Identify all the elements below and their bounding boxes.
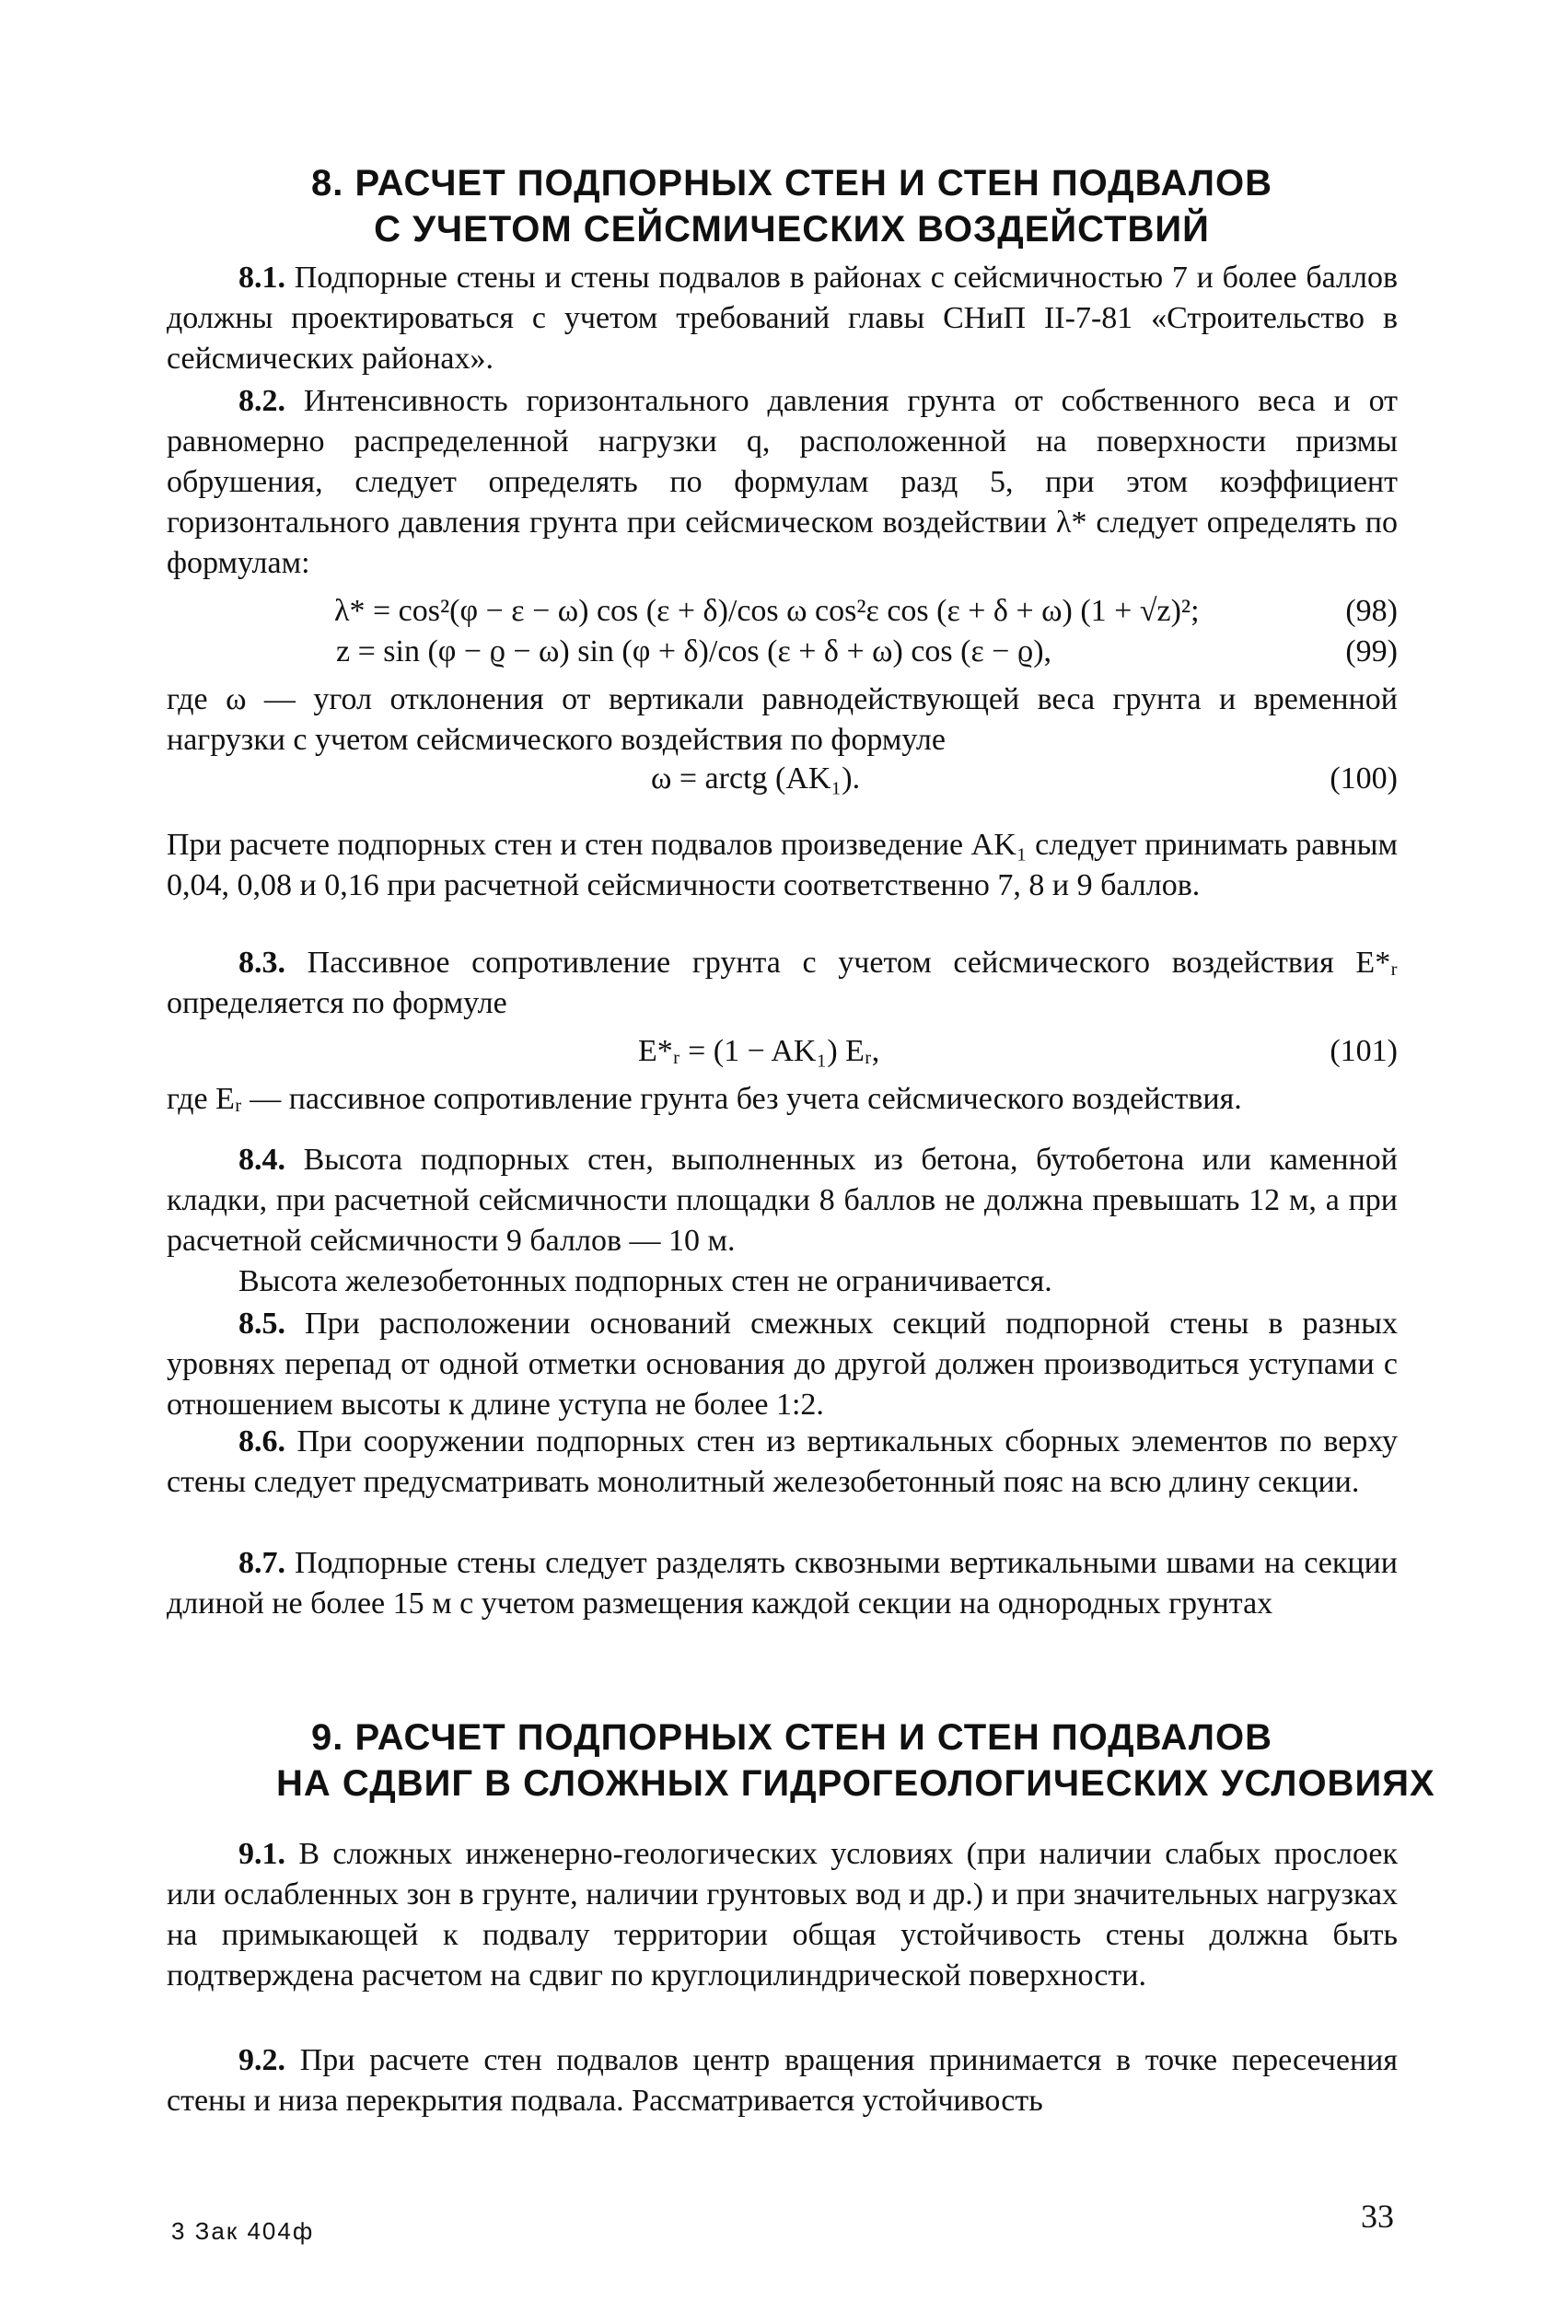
paragraph-text: Подпорные стены и стены подвалов в районах с сейсмичностью 7 и более баллов должны проектироваться с учетом требований главы СНиП II-7-81 «Строительство в сейсмических районах». [167, 261, 1398, 376]
formula-expression: E*ᵣ = (1 − AK₁) Eᵣ, [638, 1034, 880, 1068]
page-number: 33 [1361, 2198, 1394, 2235]
clause-number: 8.6. [238, 1424, 285, 1458]
equation-number: (98) [1345, 594, 1398, 628]
er-definition: где Eᵣ — пассивное сопротивление грунта без учета сейсмического воздействия. [167, 1082, 1242, 1116]
clause-number: 8.7. [238, 1546, 285, 1580]
paragraph-9-2 [167, 2040, 1398, 2121]
paragraph-8-6 [167, 1422, 1398, 1503]
formula-expression: z = sin (φ − ϱ − ω) sin (φ + δ)/cos (ε + δ + ω) cos (ε − ϱ), [336, 634, 1052, 668]
equation-number: (99) [1345, 634, 1398, 668]
ak-values-paragraph: При расчете подпорных стен и стен подвалов произведение AK₁ следует принимать равным 0,04, 0,08 и 0,16 при расчетной сейсмичности соответственно 7, 8 и 9 баллов. [167, 828, 1398, 902]
paragraph-text: При расположении оснований смежных секций подпорной стены в разных уровнях перепад от одной отметки основания до другой должен производиться уступами с отношением высоты к длине уступа не более 1:2. [167, 1307, 1399, 1422]
paragraph-8-4 [167, 1140, 1398, 1261]
section-9-heading-line-2: НА СДВИГ В СЛОЖНЫХ ГИДРОГЕОЛОГИЧЕСКИХ УСЛОВИЯХ [276, 1763, 1435, 1804]
clause-number: 8.5. [238, 1307, 285, 1341]
section-9-heading-line-1: 9. РАСЧЕТ ПОДПОРНЫХ СТЕН И СТЕН ПОДВАЛОВ [310, 1717, 1272, 1758]
paragraph-text: В сложных инженерно-геологических условиях (при наличии слабых прослоек или ослабленных зон в грунте, наличии грунтовых вод и др.) и при значительных нагрузках на примыкающей к подвалу территории общая устойчивость стены должна быть подтверждена расчетом на сдвиг по круглоцилиндрической поверхности. [167, 1837, 1398, 1993]
paragraph-text: При сооружении подпорных стен из вертикальных сборных элементов по верху стены следует предусматривать монолитный железобетонный пояс на всю длину секции. [167, 1424, 1398, 1499]
print-order-note: 3 Зак 404ф [171, 2217, 315, 2245]
formula-expression: ω = arctg (AK₁). [651, 761, 861, 796]
formula-expression: λ* = cos²(φ − ε − ω) cos (ε + δ)/cos ω cos²ε cos (ε + δ + ω) (1 + √z)²; [334, 594, 1200, 628]
clause-number: 9.1. [238, 1837, 285, 1871]
paragraph-9-1 [167, 1834, 1398, 1996]
paragraph-8-5 [167, 1304, 1398, 1425]
section-8-heading-line-2: С УЧЕТОМ СЕЙСМИЧЕСКИХ ВОЗДЕЙСТВИЙ [374, 209, 1210, 250]
paragraph-8-1 [167, 258, 1398, 379]
formula-99 [167, 632, 1398, 672]
paragraph-text: Пассивное сопротивление грунта с учетом сейсмического воздействия E*ᵣ определяется по формуле [167, 946, 1399, 1020]
formula-101 [167, 1031, 1398, 1072]
paragraph-8-3 [167, 943, 1398, 1024]
paragraph-text: Интенсивность горизонтального давления грунта от собственного веса и от равномерно распределенной нагрузки q, расположенной на поверхности призмы обрушения, следует определять по формулам разд 5, при этом коэффициент горизонтального давления грунта при сейсмическом воздействии λ* следует определять по формулам: [167, 384, 1399, 580]
section-8-heading [276, 160, 1307, 252]
paragraph-text: Высота подпорных стен, выполненных из бетона, бутобетона или каменной кладки, при расчетной сейсмичности площадки 8 баллов не должна превышать 12 м, а при расчетной сейсмичности 9 баллов — 10 м. [167, 1143, 1399, 1258]
equation-number: (101) [1330, 1034, 1398, 1068]
paragraph-8-7 [167, 1543, 1398, 1624]
equation-number: (100) [1330, 761, 1398, 796]
paragraph-text: При расчете стен подвалов центр вращения принимается в точке пересечения стены и низа перекрытия подвала. Рассматривается устойчивость [167, 2043, 1399, 2118]
omega-definition: где ω — угол отклонения от вертикали равнодействующей веса грунта и временной нагрузки с учетом сейсмического воздействия по формуле [167, 682, 1398, 757]
section-9-heading [276, 1714, 1435, 1807]
clause-number: 8.4. [238, 1143, 285, 1177]
clause-number: 8.1. [238, 261, 285, 295]
formula-98 [167, 591, 1398, 632]
clause-number: 8.3. [238, 946, 285, 980]
formula-100 [167, 759, 1398, 799]
section-8-heading-line-1: 8. РАСЧЕТ ПОДПОРНЫХ СТЕН И СТЕН ПОДВАЛОВ [310, 163, 1272, 203]
clause-number: 8.2. [238, 384, 285, 418]
paragraph-8-4-continuation: Высота железобетонных подпорных стен не ограничивается. [238, 1264, 1052, 1298]
paragraph-text: Подпорные стены следует разделять сквозными вертикальными швами на секции длиной не более 15 м с учетом размещения каждой секции на однородных грунтах [167, 1546, 1399, 1621]
clause-number: 9.2. [238, 2043, 285, 2077]
paragraph-8-2 [167, 381, 1398, 584]
